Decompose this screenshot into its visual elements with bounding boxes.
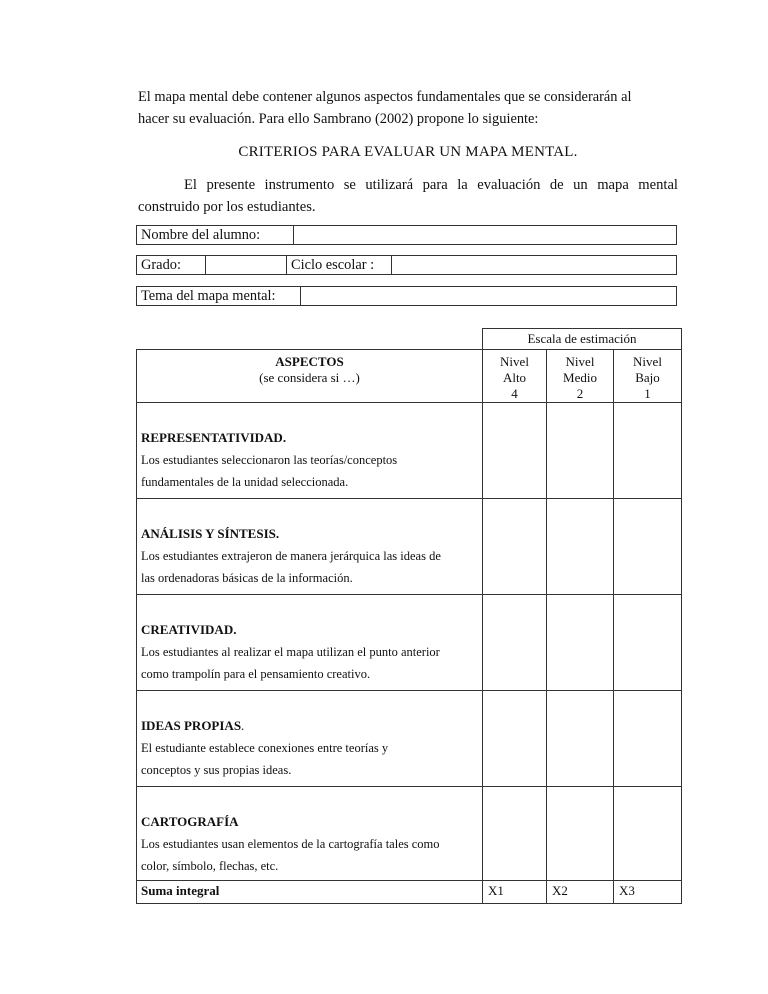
score-cell-medium[interactable] <box>547 499 614 595</box>
total-row <box>137 881 682 904</box>
criterion-title-text: IDEAS PROPIAS <box>141 718 242 733</box>
page-heading: CRITERIOS PARA EVALUAR UN MAPA MENTAL. <box>238 144 578 160</box>
grade-field[interactable] <box>206 256 287 274</box>
criterion-title: REPRESENTATIVIDAD. <box>141 430 287 445</box>
criterion-representatividad <box>137 403 483 499</box>
grade-cycle-row <box>136 255 677 275</box>
criterion-title: ANÁLISIS Y SÍNTESIS. <box>141 526 280 541</box>
criterion-title: CREATIVIDAD. <box>141 622 237 637</box>
aspects-header <box>137 350 483 403</box>
criterion-analisis-sintesis <box>137 499 483 595</box>
total-low[interactable]: X3 <box>614 881 682 904</box>
criterion-ideas-propias <box>137 691 483 787</box>
criterion-cartografia <box>137 787 483 881</box>
score-cell-medium[interactable] <box>547 787 614 881</box>
instrument-paragraph <box>138 174 678 218</box>
criterion-line-1: Los estudiantes seleccionaron las teorías/conceptos <box>141 453 398 467</box>
criterion-title: CARTOGRAFÍA <box>141 814 239 829</box>
aspects-subtitle: (se considera si …) <box>259 370 360 385</box>
score-cell-medium[interactable] <box>547 691 614 787</box>
level-high-line1: Nivel <box>500 354 529 369</box>
criterion-line-2: color, símbolo, flechas, etc. <box>141 859 279 873</box>
score-cell-low[interactable] <box>614 403 682 499</box>
criterion-line-2: fundamentales de la unidad seleccionada. <box>141 475 349 489</box>
criterion-line-1: El estudiante establece conexiones entre teorías y <box>141 741 389 755</box>
level-low-score: 1 <box>644 386 651 401</box>
total-label: Suma integral <box>137 881 483 904</box>
criterion-line-2: las ordenadoras básicas de la información. <box>141 571 353 585</box>
school-cycle-field[interactable] <box>392 256 676 274</box>
score-cell-high[interactable] <box>483 403 547 499</box>
criterion-row <box>137 499 682 595</box>
criterion-line-2: como trampolín para el pensamiento creativo. <box>141 667 371 681</box>
criterion-row <box>137 787 682 881</box>
student-name-field[interactable] <box>294 226 676 244</box>
paragraph-line-2: construido por los estudiantes. <box>138 199 316 215</box>
total-medium[interactable]: X2 <box>547 881 614 904</box>
score-cell-medium[interactable] <box>547 403 614 499</box>
criterion-line-1: Los estudiantes al realizar el mapa utilizan el punto anterior <box>141 645 440 659</box>
paragraph-line-1: El presente instrumento se utilizará para la evaluación de un mapa mental <box>184 177 678 193</box>
criterion-line-2: conceptos y sus propias ideas. <box>141 763 292 777</box>
aspects-title: ASPECTOS <box>275 354 344 369</box>
intro-text <box>138 86 678 130</box>
level-medium-line2: Medio <box>563 370 597 385</box>
level-medium-line1: Nivel <box>565 354 595 369</box>
criterion-row <box>137 691 682 787</box>
level-medium-header <box>547 350 614 403</box>
score-cell-high[interactable] <box>483 691 547 787</box>
topic-field[interactable] <box>301 287 676 305</box>
student-name-row <box>136 225 677 245</box>
level-low-line2: Bajo <box>635 370 660 385</box>
score-cell-low[interactable] <box>614 499 682 595</box>
score-cell-low[interactable] <box>614 787 682 881</box>
intro-line-2: hacer su evaluación. Para ello Sambrano (2002) propone lo siguiente: <box>138 111 539 127</box>
level-medium-score: 2 <box>576 386 584 401</box>
topic-row <box>136 286 677 306</box>
scale-header-row <box>137 329 682 350</box>
level-low-header <box>614 350 682 403</box>
grade-label: Grado: <box>137 256 206 274</box>
score-cell-high[interactable] <box>483 499 547 595</box>
score-cell-medium[interactable] <box>547 595 614 691</box>
school-cycle-label: Ciclo escolar : <box>287 256 392 274</box>
intro-line-1: El mapa mental debe contener algunos aspectos fundamentales que se considerarán al <box>138 89 632 105</box>
criterion-row <box>137 403 682 499</box>
level-high-score: 4 <box>511 386 518 401</box>
criterion-row <box>137 595 682 691</box>
score-cell-low[interactable] <box>614 691 682 787</box>
level-low-line1: Nivel <box>633 354 662 369</box>
total-high[interactable]: X1 <box>483 881 547 904</box>
criterion-line-1: Los estudiantes extrajeron de manera jerárquica las ideas de <box>141 549 441 563</box>
criterion-creatividad <box>137 595 483 691</box>
criterion-line-1: Los estudiantes usan elementos de la cartografía tales como <box>141 837 440 851</box>
criterion-title <box>141 715 478 737</box>
student-name-label: Nombre del alumno: <box>137 226 294 244</box>
score-cell-low[interactable] <box>614 595 682 691</box>
column-header-row <box>137 350 682 403</box>
score-cell-high[interactable] <box>483 595 547 691</box>
level-high-header <box>483 350 547 403</box>
criterion-title-suffix: . <box>241 718 245 733</box>
scale-label: Escala de estimación <box>483 329 682 350</box>
evaluation-table <box>136 328 682 904</box>
score-cell-high[interactable] <box>483 787 547 881</box>
level-high-line2: Alto <box>502 370 527 385</box>
topic-label: Tema del mapa mental: <box>137 287 301 305</box>
